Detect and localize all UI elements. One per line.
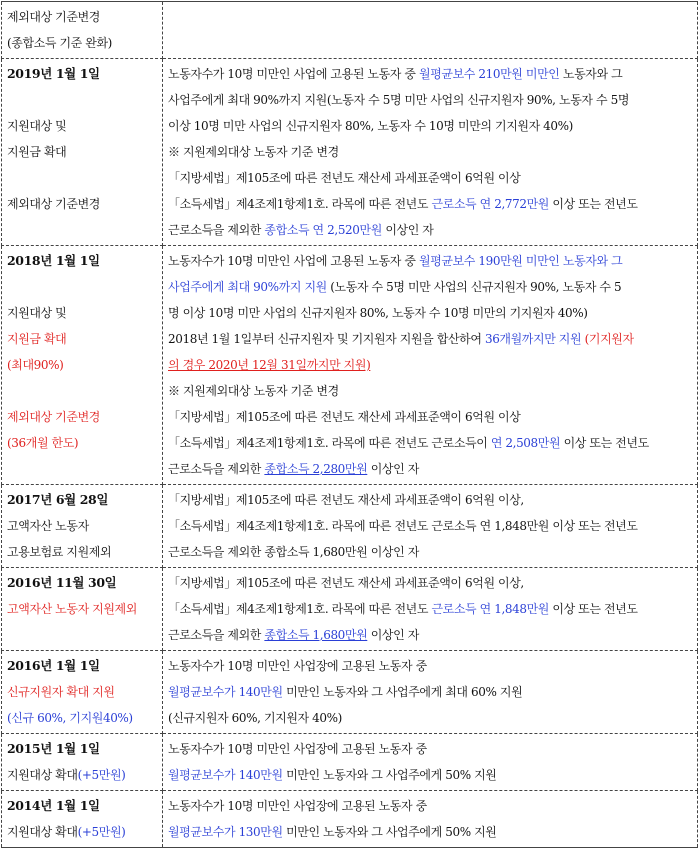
- row-label: 지원대상 확대: [7, 768, 78, 782]
- row-label: (+5만원): [77, 768, 126, 782]
- table-row: [2, 246, 698, 485]
- detail-text: 미만인 노동자와 그 사업주에게 최대 60% 지원: [282, 685, 523, 699]
- detail-text: 근로소득을 제외한: [168, 462, 265, 476]
- highlight-text: 월평균보수가 140만원: [168, 768, 283, 782]
- row-detail-cell: [163, 485, 698, 568]
- highlight-text: 연 2,508만원: [490, 436, 561, 450]
- row-label: (36개월 한도): [7, 436, 79, 450]
- row-label: 고액자산 노동자: [7, 519, 89, 533]
- detail-text: 「지방세법」제105조에 따른 전년도 재산세 과세표준액이 6억원 이상: [168, 410, 521, 424]
- row-label: 지원대상 및: [7, 306, 67, 320]
- highlight-text: 종합소득 1,680만원: [264, 628, 368, 642]
- row-left-cell: [2, 59, 163, 246]
- detail-text: 근로소득을 제외한 종합소득 1,680만원 이상인 자: [168, 545, 419, 559]
- detail-text: 노동자수가 10명 미만인 사업장에 고용된 노동자 중: [168, 799, 427, 813]
- detail-text: (노동자 수 5명 미만 사업의 신규지원자 90%, 노동자 수 5: [326, 280, 622, 294]
- detail-text: 노동자수가 10명 미만인 사업장에 고용된 노동자 중: [168, 742, 427, 756]
- row-date: 2017년 6월 28일: [7, 492, 109, 507]
- row-date: 2015년 1월 1일: [7, 741, 100, 756]
- detail-text: 「소득세법」제4조제1항제1호. 라목에 따른 전년도 근로소득이: [168, 436, 491, 450]
- row-label: 고용보험료 지원제외: [7, 545, 112, 559]
- highlight-text: 종합소득 연 2,520만원: [264, 223, 382, 237]
- row-detail-cell: [163, 59, 698, 246]
- table-row: [2, 59, 698, 246]
- highlight-text: 근로소득 연 2,772만원: [431, 197, 549, 211]
- row-label: 고액자산 노동자 지원제외: [7, 602, 137, 616]
- detail-text: 「소득세법」제4조제1항제1호. 라목에 따른 전년도: [168, 197, 432, 211]
- row-left-cell: [2, 791, 163, 848]
- detail-text: 이상인 자: [367, 462, 419, 476]
- row-date: 2016년 11월 30일: [7, 575, 117, 590]
- row-left-cell: [2, 651, 163, 734]
- detail-text: 사업주에게 최대 90%까지 지원(노동자 수 5명 미만 사업의 신규지원자 90%, 노동자 수 5명: [168, 93, 630, 107]
- detail-text: 「지방세법」제105조에 따른 전년도 재산세 과세표준액이 6억원 이상,: [168, 576, 524, 590]
- highlight-text: 근로소득 연 1,848만원: [431, 602, 549, 616]
- detail-text: 미만인 노동자와 그 사업주에게 50% 지원: [282, 768, 497, 782]
- table-row: [2, 485, 698, 568]
- header-title: 제외대상 기준변경: [7, 10, 100, 24]
- row-detail-cell: [163, 651, 698, 734]
- highlight-text: 월평균보수 210만원 미만인: [419, 67, 560, 81]
- row-left-cell: [2, 246, 163, 485]
- detail-text: (신규지원자 60%, 기지원자 40%): [168, 711, 342, 725]
- row-date: 2018년 1월 1일: [7, 253, 100, 268]
- detail-text: 「소득세법」제4조제1항제1호. 라목에 따른 전년도: [168, 602, 432, 616]
- detail-text: 이상 10명 미만 사업의 신규지원자 80%, 노동자 수 10명 미만의 기지원자 40%): [168, 119, 573, 133]
- header-left-cell: [2, 2, 163, 59]
- row-label: 지원대상 및: [7, 119, 67, 133]
- header-subtitle: (종합소득 기준 완화): [7, 36, 112, 50]
- detail-text: 「소득세법」제4조제1항제1호. 라목에 따른 전년도 근로소득 연 1,848만원 이상 또는 전년도: [168, 519, 638, 533]
- row-detail-cell: [163, 246, 698, 485]
- detail-text: 노동자와 그: [559, 67, 623, 81]
- row-left-cell: [2, 734, 163, 791]
- detail-text: 「지방세법」제105조에 따른 전년도 재산세 과세표준액이 6억원 이상,: [168, 493, 524, 507]
- detail-text: 노동자수가 10명 미만인 사업에 고용된 노동자 중: [168, 67, 420, 81]
- table-row: [2, 791, 698, 848]
- history-table: [1, 1, 698, 848]
- detail-text: 근로소득을 제외한: [168, 628, 265, 642]
- table-row: [2, 568, 698, 651]
- detail-text: 근로소득을 제외한: [168, 223, 265, 237]
- row-date: 2014년 1월 1일: [7, 798, 100, 813]
- highlight-text: 월평균보수가 130만원: [168, 825, 283, 839]
- highlight-text: 월평균보수 190만원 미만인 노동자와 그: [419, 254, 623, 268]
- highlight-text: 의 경우 2020년 12월 31일까지만 지원): [168, 358, 371, 372]
- highlight-text: 사업주에게 최대 90%까지 지원: [168, 280, 327, 294]
- highlight-text: 종합소득 2,280만원: [264, 462, 368, 476]
- highlight-text: 36개월까지만 지원: [484, 332, 582, 346]
- detail-text: 노동자수가 10명 미만인 사업에 고용된 노동자 중: [168, 254, 420, 268]
- detail-text: ※ 지원제외대상 노동자 기준 변경: [168, 145, 339, 159]
- row-label: 제외대상 기준변경: [7, 410, 100, 424]
- row-detail-cell: [163, 791, 698, 848]
- detail-text: 이상 또는 전년도: [548, 602, 638, 616]
- detail-text: 명 이상 10명 미만 사업의 신규지원자 80%, 노동자 수 10명 미만의 기지원자 40%): [168, 306, 588, 320]
- row-label: 지원대상 확대: [7, 825, 78, 839]
- row-detail-cell: [163, 734, 698, 791]
- row-left-cell: [2, 568, 163, 651]
- detail-text: 이상인 자: [381, 223, 434, 237]
- detail-text: 노동자수가 10명 미만인 사업장에 고용된 노동자 중: [168, 659, 427, 673]
- header-right-cell: [163, 2, 698, 59]
- row-label: 지원금 확대: [7, 332, 67, 346]
- row-date: 2019년 1월 1일: [7, 66, 100, 81]
- row-left-cell: [2, 485, 163, 568]
- detail-text: 2018년 1월 1일부터 신규지원자 및 기지원자 지원을 합산하여: [168, 332, 485, 346]
- detail-text: 이상 또는 전년도: [548, 197, 638, 211]
- highlight-text: 월평균보수가 140만원: [168, 685, 283, 699]
- row-label: 제외대상 기준변경: [7, 197, 100, 211]
- detail-text: ※ 지원제외대상 노동자 기준 변경: [168, 384, 339, 398]
- row-label: 지원금 확대: [7, 145, 67, 159]
- table-row: [2, 734, 698, 791]
- row-detail-cell: [163, 568, 698, 651]
- row-label: (신규 60%, 기지원40%): [7, 711, 133, 725]
- detail-text: 미만인 노동자와 그 사업주에게 50% 지원: [282, 825, 497, 839]
- row-label: (최대90%): [7, 358, 64, 372]
- row-label: (+5만원): [77, 825, 126, 839]
- table-row: [2, 651, 698, 734]
- row-date: 2016년 1월 1일: [7, 658, 100, 673]
- detail-text: 「지방세법」제105조에 따른 전년도 재산세 과세표준액이 6억원 이상: [168, 171, 521, 185]
- detail-text: 이상 또는 전년도: [560, 436, 649, 450]
- detail-text: 이상인 자: [367, 628, 419, 642]
- row-label: 신규지원자 확대 지원: [7, 685, 115, 699]
- table-row-header: [2, 2, 698, 59]
- highlight-text: (기지원자: [581, 332, 634, 346]
